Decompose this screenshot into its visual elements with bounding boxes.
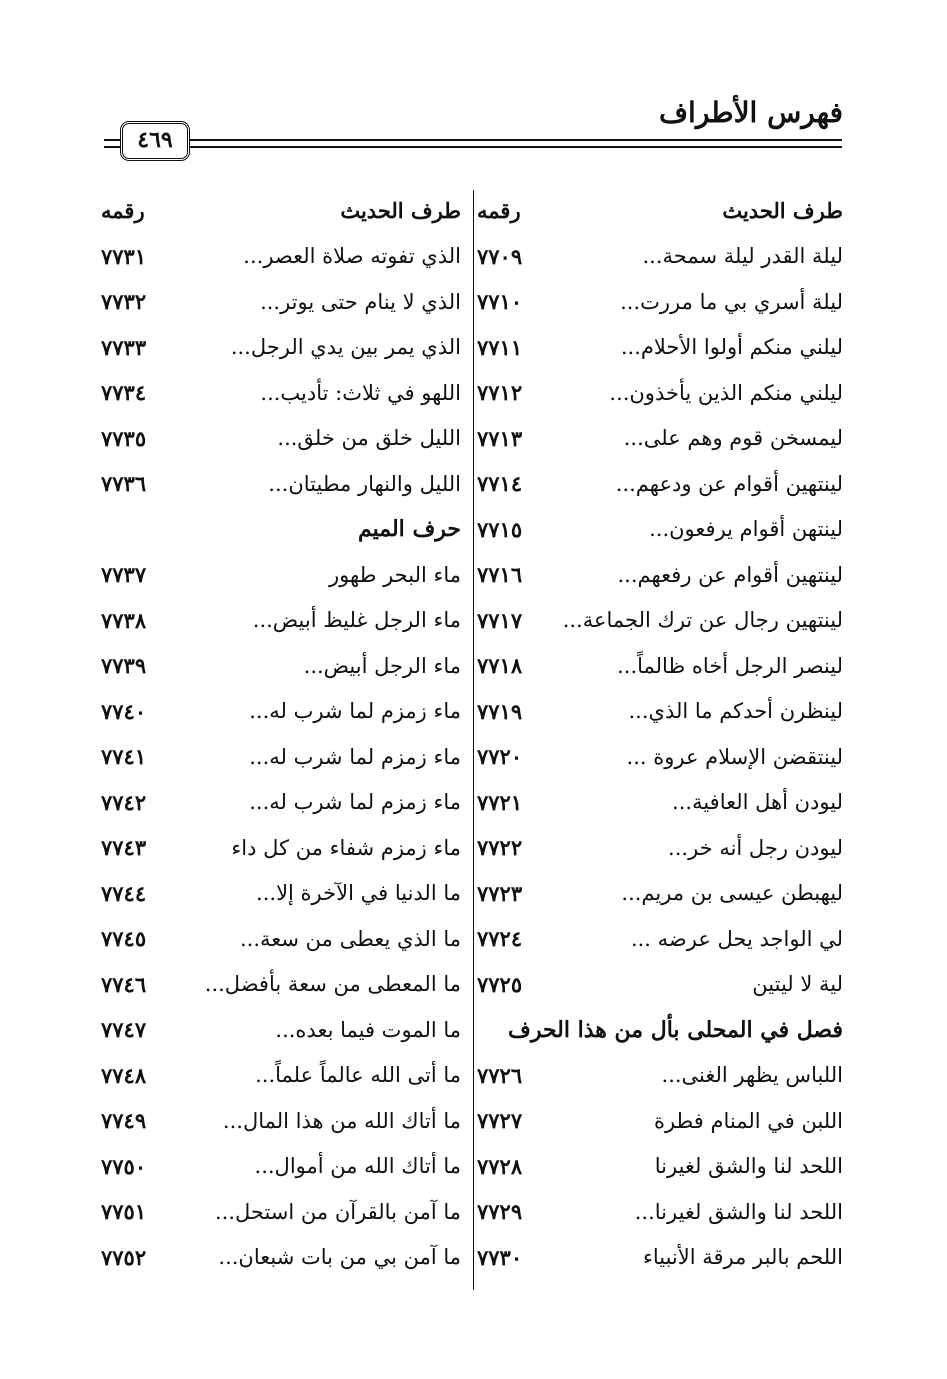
- index-entry: [95, 734, 467, 780]
- hadith-fragment: لينتهن أقوام يرفعون...: [649, 517, 843, 542]
- section-heading: [95, 507, 467, 553]
- hadith-number: ٧٧٥٠: [101, 1153, 147, 1179]
- index-entry: [95, 598, 467, 644]
- hadith-fragment: ما أتاك الله من أموال...: [254, 1154, 461, 1179]
- right-column: [471, 188, 843, 1280]
- hadith-number: ٧٧٣٨: [101, 607, 147, 633]
- index-entry: [471, 461, 843, 507]
- section-title: فصل في المحلى بأل من هذا الحرف: [508, 1016, 843, 1043]
- index-entry: [471, 370, 843, 416]
- index-entry: [471, 1053, 843, 1099]
- hadith-number: ٧٧١١: [477, 334, 523, 360]
- page-title: فهرس الأطراف: [659, 96, 843, 129]
- hadith-fragment: ليمسخن قوم وهم على...: [623, 426, 843, 451]
- hadith-number: ٧٧٥٢: [101, 1244, 147, 1270]
- hadith-fragment: ماء زمزم لما شرب له...: [249, 699, 461, 724]
- index-entry: [95, 325, 467, 371]
- index-entry: [95, 962, 467, 1008]
- hadith-header: طرف الحديث: [722, 198, 843, 224]
- index-entry: [471, 325, 843, 371]
- hadith-number: ٧٧١٦: [477, 562, 523, 588]
- index-entry: [95, 552, 467, 598]
- hadith-fragment: لينتقضن الإسلام عروة ...: [626, 744, 843, 769]
- hadith-fragment: ليودن أهل العافية...: [672, 790, 843, 815]
- index-entry: [95, 871, 467, 917]
- hadith-number: ٧٧٣٣: [101, 334, 147, 360]
- hadith-number: ٧٧١٢: [477, 380, 523, 406]
- number-header: رقمه: [477, 198, 521, 224]
- hadith-fragment: ماء الرجل أبيض...: [303, 653, 461, 678]
- hadith-number: ٧٧٣٥: [101, 425, 147, 451]
- hadith-number: ٧٧٣٢: [101, 289, 147, 315]
- number-header: رقمه: [101, 198, 145, 224]
- index-entry: [95, 1007, 467, 1053]
- hadith-fragment: لية لا ليتين: [752, 972, 843, 997]
- hadith-fragment: ماء زمزم لما شرب له...: [249, 744, 461, 769]
- hadith-number: ٧٧٣٩: [101, 653, 147, 679]
- hadith-fragment: الذي يمر بين يدي الرجل...: [230, 335, 461, 360]
- hadith-fragment: ليلة القدر ليلة سمحة...: [642, 244, 843, 269]
- hadith-fragment: لينظرن أحدكم ما الذي...: [628, 699, 843, 724]
- index-entry: [471, 825, 843, 871]
- hadith-fragment: ما أتى الله عالماً علماً...: [255, 1063, 461, 1088]
- hadith-number: ٧٧٤٩: [101, 1108, 147, 1134]
- hadith-number: ٧٧٤٣: [101, 835, 147, 861]
- hadith-number: ٧٧٢١: [477, 789, 523, 815]
- hadith-fragment: ما الذي يعطى من سعة...: [240, 926, 461, 951]
- hadith-fragment: ليلني منكم أولوا الأحلام...: [620, 335, 843, 360]
- hadith-fragment: ليهبطن عيسى بن مريم...: [621, 881, 843, 906]
- hadith-fragment: ماء زمزم لما شرب له...: [249, 790, 461, 815]
- hadith-fragment: ما المعطى من سعة بأفضل...: [204, 972, 461, 997]
- index-entry: [471, 234, 843, 280]
- hadith-number: ٧٧٤٧: [101, 1017, 147, 1043]
- index-entry: [471, 552, 843, 598]
- hadith-number: ٧٧٣٧: [101, 562, 147, 588]
- hadith-number: ٧٧٣٤: [101, 380, 147, 406]
- hadith-fragment: ليودن رجل أنه خر...: [668, 835, 843, 860]
- header-rule-short-bottom: [104, 146, 120, 148]
- hadith-header: طرف الحديث: [340, 198, 461, 224]
- index-entry: [471, 1144, 843, 1190]
- hadith-number: ٧٧١٥: [477, 516, 523, 542]
- hadith-number: ٧٧١٧: [477, 607, 523, 633]
- hadith-fragment: ماء البحر طهور: [329, 562, 461, 587]
- index-entry: [95, 916, 467, 962]
- index-entry: [95, 1189, 467, 1235]
- hadith-fragment: اللهو في ثلاث: تأديب...: [260, 380, 461, 405]
- hadith-number: ٧٧٤٤: [101, 880, 147, 906]
- hadith-number: ٧٧١٩: [477, 698, 523, 724]
- hadith-number: ٧٧١٠: [477, 289, 523, 315]
- hadith-fragment: لي الواجد يحل عرضه ...: [630, 926, 843, 951]
- hadith-fragment: ماء الرجل غليظ أبيض...: [252, 608, 461, 633]
- index-entry: [95, 1098, 467, 1144]
- index-entry: [95, 1053, 467, 1099]
- hadith-number: ٧٧٣٠: [477, 1244, 523, 1270]
- index-entry: [471, 962, 843, 1008]
- section-title: حرف الميم: [357, 516, 461, 543]
- hadith-number: ٧٧٤١: [101, 744, 147, 770]
- hadith-fragment: اللحد لنا والشق لغيرنا: [654, 1154, 843, 1179]
- hadith-fragment: لينتهين أقوام عن ودعهم...: [615, 471, 843, 496]
- hadith-number: ٧٧٢٠: [477, 744, 523, 770]
- hadith-number: ٧٧٢٥: [477, 971, 523, 997]
- section-heading: [471, 1007, 843, 1053]
- index-entry: [95, 416, 467, 462]
- hadith-number: ٧٧٢٣: [477, 880, 523, 906]
- hadith-fragment: ما آمن بالقرآن من استحل...: [214, 1199, 461, 1224]
- index-entry: [95, 1235, 467, 1281]
- hadith-fragment: اللحم بالبر مرقة الأنبياء: [642, 1245, 843, 1270]
- index-entry: [471, 279, 843, 325]
- hadith-number: ٧٧٢٩: [477, 1199, 523, 1225]
- hadith-number: ٧٧١٨: [477, 653, 523, 679]
- hadith-fragment: الليل والنهار مطيتان...: [268, 471, 461, 496]
- hadith-number: ٧٧٤٥: [101, 926, 147, 952]
- hadith-number: ٧٧١٣: [477, 425, 523, 451]
- index-entry: [95, 234, 467, 280]
- header-rule-bottom: [190, 146, 842, 148]
- hadith-number: ٧٧٠٩: [477, 243, 523, 269]
- index-entry: [471, 643, 843, 689]
- hadith-fragment: اللحد لنا والشق لغيرنا...: [634, 1199, 843, 1224]
- left-column: [95, 188, 467, 1280]
- index-entry: [471, 1189, 843, 1235]
- hadith-number: ٧٧٢٧: [477, 1108, 523, 1134]
- hadith-number: ٧٧١٤: [477, 471, 523, 497]
- index-entry: [471, 916, 843, 962]
- index-entry: [471, 507, 843, 553]
- hadith-fragment: اللباس يظهر الغنى...: [661, 1063, 843, 1088]
- hadith-fragment: ما أتاك الله من هذا المال...: [222, 1108, 461, 1133]
- hadith-fragment: لينتهين رجال عن ترك الجماعة...: [562, 608, 843, 633]
- index-entry: [95, 370, 467, 416]
- hadith-fragment: ليلة أسري بي ما مررت...: [620, 289, 843, 314]
- hadith-fragment: اللبن في المنام فطرة: [653, 1108, 843, 1133]
- hadith-number: ٧٧٢٦: [477, 1062, 523, 1088]
- header-rule-top: [190, 139, 842, 141]
- hadith-fragment: لينتهين أقوام عن رفعهم...: [617, 562, 843, 587]
- index-entry: [471, 734, 843, 780]
- hadith-number: ٧٧٤٠: [101, 698, 147, 724]
- hadith-fragment: الليل خلق من خلق...: [277, 426, 461, 451]
- index-entry: [471, 871, 843, 917]
- hadith-number: ٧٧٢٨: [477, 1153, 523, 1179]
- header-rule-short-top: [104, 139, 120, 141]
- hadith-fragment: ليلني منكم الذين يأخذون...: [609, 380, 843, 405]
- hadith-fragment: ما الموت فيما بعده...: [275, 1017, 461, 1042]
- hadith-number: ٧٧٤٢: [101, 789, 147, 815]
- index-entry: [95, 825, 467, 871]
- hadith-fragment: الذي لا ينام حتى يوتر...: [260, 289, 461, 314]
- index-entry: [95, 780, 467, 826]
- column-header: [471, 188, 843, 234]
- index-entry: [471, 1235, 843, 1281]
- hadith-fragment: ماء زمزم شفاء من كل داء: [231, 835, 461, 860]
- index-entry: [95, 689, 467, 735]
- index-entry: [471, 780, 843, 826]
- page-number: ٤٦٩: [120, 121, 190, 161]
- index-entry: [471, 689, 843, 735]
- hadith-fragment: الذي تفوته صلاة العصر...: [243, 244, 461, 269]
- hadith-number: ٧٧٤٨: [101, 1062, 147, 1088]
- index-entry: [471, 416, 843, 462]
- hadith-number: ٧٧٥١: [101, 1199, 147, 1225]
- index-entry: [471, 598, 843, 644]
- index-entry: [95, 1144, 467, 1190]
- index-entry: [95, 279, 467, 325]
- hadith-number: ٧٧٣٦: [101, 471, 147, 497]
- hadith-number: ٧٧٢٢: [477, 835, 523, 861]
- column-header: [95, 188, 467, 234]
- index-entry: [95, 643, 467, 689]
- hadith-number: ٧٧٢٤: [477, 926, 523, 952]
- hadith-fragment: ما الدنيا في الآخرة إلا...: [256, 881, 461, 906]
- index-entry: [471, 1098, 843, 1144]
- hadith-number: ٧٧٤٦: [101, 971, 147, 997]
- hadith-number: ٧٧٣١: [101, 243, 147, 269]
- hadith-fragment: ما آمن بي من بات شبعان...: [218, 1245, 461, 1270]
- hadith-fragment: لينصر الرجل أخاه ظالماً...: [617, 653, 843, 678]
- index-entry: [95, 461, 467, 507]
